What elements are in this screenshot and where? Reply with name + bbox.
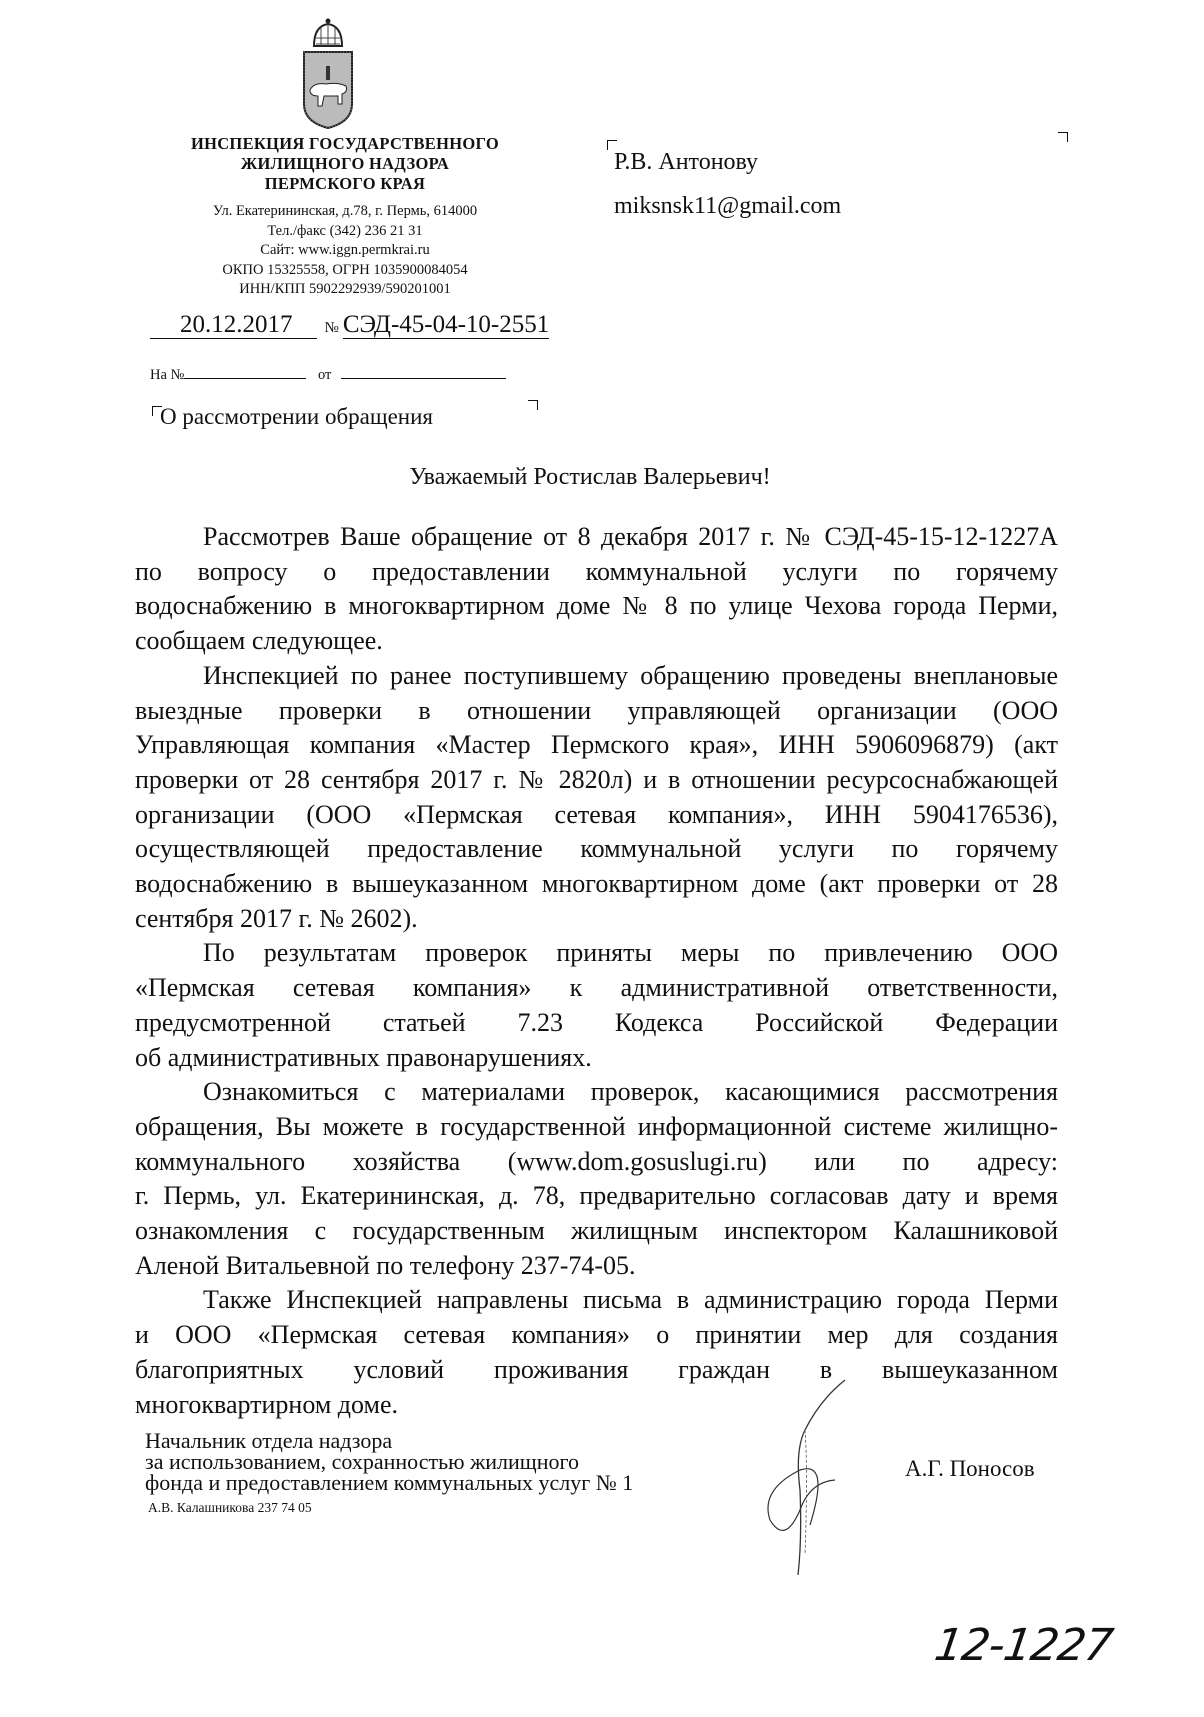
letter-subject <box>160 404 433 430</box>
org-name-line: ПЕРМСКОГО КРАЯ <box>264 174 426 193</box>
paragraph-line: осуществляющей предоставление коммунальной услуги по горячему <box>135 834 1058 864</box>
paragraph-line: об административных правонарушениях. <box>135 1042 592 1072</box>
paragraph-line: коммунального хозяйства (www.dom.gosuslugi.ru) или по адресу: <box>135 1146 1058 1176</box>
body-paragraph <box>135 1283 1058 1422</box>
paragraph-line: «Пермская сетевая компания» к административной ответственности, <box>135 973 1058 1003</box>
paragraph-line: г. Пермь, ул. Екатерининская, д. 78, предварительно согласовав дату и время <box>135 1181 1058 1211</box>
paragraph-line: обращения, Вы можете в государственной информационной системе жилищно- <box>135 1111 1058 1141</box>
recipient-email: miksnsk11@gmail.com <box>614 193 842 219</box>
paragraph-line: организации (ООО «Пермская сетевая компания», ИНН 5904176536), <box>135 799 1058 829</box>
paragraph-line: Инспекцией по ранее поступившему обращению проведены внеплановые <box>203 660 1058 690</box>
document-date-number <box>150 311 549 339</box>
recipient-block <box>614 140 841 228</box>
paragraph-line: многоквартирном доме. <box>135 1389 399 1419</box>
address-line: ОКПО 15325558, ОГРН 1035900084054 <box>222 261 468 278</box>
corner-mark <box>1058 132 1068 142</box>
org-name-line: ИНСПЕКЦИЯ ГОСУДАРСТВЕННОГО <box>190 134 500 153</box>
letter-body <box>135 520 1058 1422</box>
paragraph-line: Ознакомиться с материалами проверок, касающимися рассмотрения <box>203 1077 1058 1107</box>
ref-date-blank <box>341 378 506 379</box>
position-line: за использованием, сохранностью жилищного <box>145 1449 579 1474</box>
paragraph-line: предусмотренной статьей 7.23 Кодекса Российской Федерации <box>135 1007 1058 1037</box>
address-line: Тел./факс (342) 236 21 31 <box>267 222 423 239</box>
paragraph-line: по вопросу о предоставлении коммунальной услуги по горячему <box>135 556 1058 586</box>
ref-number-label: На № <box>150 367 185 383</box>
document-number: СЭД-45-04-10-2551 <box>342 311 550 338</box>
paragraph-line: Рассмотрев Ваше обращение от 8 декабря 2017 г. № СЭД-45-15-12-1227А <box>203 522 1058 551</box>
signer-position <box>145 1430 633 1493</box>
corner-mark <box>528 400 538 410</box>
position-line: Начальник отдела надзора <box>145 1428 393 1453</box>
reference-row <box>150 367 506 384</box>
paragraph-line: ознакомления с государственным жилищным инспектором Калашниковой <box>135 1216 1058 1246</box>
salutation: Уважаемый Ростислав Валерьевич! <box>409 464 771 490</box>
paragraph-line: Также Инспекцией направлены письма в администрацию города Перми <box>203 1285 1058 1315</box>
body-paragraph <box>135 936 1058 1075</box>
paragraph-line: Управляющая компания «Мастер Пермского края», ИНН 5906096879) (акт <box>135 730 1058 760</box>
paragraph-line: благоприятных условий проживания граждан в вышеуказанном <box>135 1354 1058 1384</box>
paragraph-line: водоснабжению в многоквартирном доме № 8 по улице Чехова города Перми, <box>135 591 1058 621</box>
address-line: Сайт: www.iggn.permkrai.ru <box>260 242 430 259</box>
body-paragraph <box>135 1075 1058 1283</box>
org-name-line: ЖИЛИЩНОГО НАДЗОРА <box>240 154 450 173</box>
paragraph-line: проверки от 28 сентября 2017 г. № 2820л) и в отношении ресурсоснабжающей <box>135 764 1058 794</box>
position-line: фонда и предоставлением коммунальных услуг № 1 <box>145 1470 634 1495</box>
paragraph-line: Аленой Витальевной по телефону 237-74-05. <box>135 1250 636 1280</box>
organization-name <box>150 134 540 194</box>
ref-from-label: от <box>318 367 332 383</box>
address-line: ИНН/КПП 5902292939/590201001 <box>239 281 451 298</box>
organization-address <box>150 202 540 300</box>
paragraph-line: сентября 2017 г. № 2602). <box>135 903 418 933</box>
handwritten-signature <box>750 1370 870 1580</box>
body-paragraph <box>135 659 1058 937</box>
coat-of-arms-logo <box>300 18 356 130</box>
corner-mark <box>152 406 162 416</box>
signer-name: А.Г. Поносов <box>905 1456 1035 1481</box>
document-date: 20.12.2017 <box>150 312 317 339</box>
corner-mark <box>607 140 617 150</box>
ref-number-blank <box>184 378 306 379</box>
recipient-name: Р.В. Антонову <box>614 149 759 175</box>
subject-text: О рассмотрении обращения <box>160 404 433 429</box>
paragraph-line: и ООО «Пермская сетевая компания» о принятии мер для создания <box>135 1320 1058 1350</box>
address-line: Ул. Екатерининская, д.78, г. Пермь, 614000 <box>212 203 478 219</box>
paragraph-line: сообщаем следующее. <box>135 626 383 656</box>
number-sign: № <box>324 320 339 336</box>
paragraph-line: По результатам проверок приняты меры по привлечению ООО <box>203 938 1058 968</box>
paragraph-line: выездные проверки в отношении управляющей организации (ООО <box>135 695 1058 725</box>
handwritten-registration-note: 12-1227 <box>931 1620 1116 1671</box>
paragraph-line: водоснабжению в вышеуказанном многоквартирном доме (акт проверки от 28 <box>135 869 1058 899</box>
body-paragraph <box>135 520 1058 659</box>
executor-contact: А.В. Калашникова 237 74 05 <box>148 1500 312 1515</box>
